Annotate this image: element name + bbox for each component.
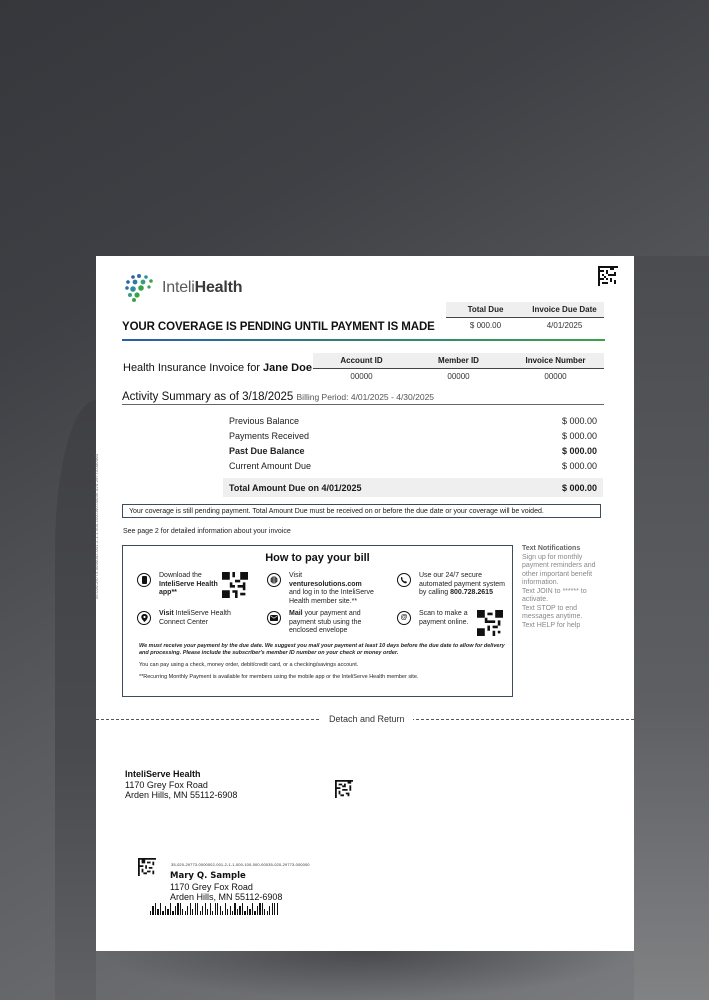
pay-option-app	[137, 572, 248, 598]
summary-row-payments-received	[223, 428, 603, 443]
pay-option-mail-text	[289, 610, 367, 636]
activity-summary-heading	[122, 391, 604, 405]
pay-text: Use our 24/7 secure automated payment system by calling	[419, 572, 505, 596]
summary-value: $ 000.00	[561, 445, 597, 456]
recipient-address	[170, 870, 282, 903]
recurring-payment-note: **Recurring Monthly Payment is available for members using the mobile app or the InteliServe Health member site.	[139, 674, 419, 680]
pay-text: Visit	[289, 572, 303, 579]
pay-text: and log in to the InteliServe Health member site.**	[289, 589, 374, 605]
invoice-title	[123, 362, 312, 374]
coverage-headline: YOUR COVERAGE IS PENDING UNTIL PAYMENT IS MADE	[122, 321, 435, 333]
datamatrix-code-icon	[598, 266, 618, 286]
summary-value: $ 000.00	[561, 415, 597, 426]
how-to-pay-panel	[122, 545, 513, 697]
invoice-page	[96, 256, 634, 951]
how-to-pay-title: How to pay your bill	[265, 552, 370, 564]
pay-text-bold: Mail	[289, 610, 303, 617]
recipient-name: Mary Q. Sample	[170, 871, 246, 881]
invoice-title-prefix: Health Insurance Invoice	[123, 362, 245, 374]
brand-name	[162, 279, 242, 297]
account-id-header: Account ID	[340, 356, 383, 365]
summary-value: $ 000.00	[561, 430, 597, 441]
postal-barcode	[150, 903, 278, 915]
pay-text: your payment and payment stub using the enclosed envelope	[289, 610, 362, 634]
due-summary-table	[446, 302, 604, 332]
pay-text: InteliServe Health Connect Center	[159, 610, 231, 626]
website-link[interactable]: venturesolutions.com	[289, 580, 362, 588]
account-id-value: 00000	[350, 372, 373, 381]
brand-divider	[122, 339, 605, 341]
pay-text-line: app**	[159, 589, 177, 596]
payment-phone-number[interactable]: 800.728.2615	[450, 589, 493, 596]
text-notifications-line: Text STOP to end messages anytime.	[522, 604, 583, 620]
total-due-value: $ 000.00	[469, 320, 502, 330]
remit-to-city: Arden Hills, MN 55112-6908	[125, 790, 238, 800]
see-page-2-note: See page 2 for detailed information about your invoice	[123, 528, 291, 535]
mobile-phone-icon	[137, 573, 151, 587]
pay-option-phone-text	[419, 572, 509, 598]
member-name: Jane Doe	[263, 362, 312, 374]
activity-title: Activity Summary as of 3/18/2025	[122, 391, 294, 403]
brand-name-light: Inteli	[162, 279, 195, 296]
background-panel-right	[634, 256, 709, 1000]
total-amount-value: $ 000.00	[561, 482, 597, 493]
online-payment-qr-code-icon[interactable]	[477, 610, 503, 636]
recipient-street: 1170 Grey Fox Road	[170, 881, 253, 892]
pay-option-app-text	[159, 572, 218, 598]
molecule-logo-icon	[124, 273, 158, 303]
pay-option-mail	[267, 610, 367, 636]
summary-total-row	[223, 478, 603, 497]
text-notifications-line: Sign up for monthly payment reminders and other important benefit information.	[522, 553, 596, 586]
summary-label: Current Amount Due	[229, 460, 312, 471]
brand-name-bold: Health	[194, 279, 243, 296]
invoice-title-for: for	[244, 362, 264, 374]
member-id-value: 00000	[447, 372, 470, 381]
remit-to-address	[125, 769, 237, 801]
phone-icon	[397, 573, 411, 587]
pay-option-website	[267, 572, 375, 606]
globe-icon	[267, 573, 281, 587]
location-pin-icon	[137, 611, 151, 625]
pay-option-connect-center	[137, 610, 247, 627]
detach-and-return-label: Detach and Return	[321, 714, 413, 724]
payment-methods-note: You can pay using a check, money order, debit/credit card, or a checking/savings account.	[139, 662, 359, 668]
coverage-notice-box: Your coverage is still pending payment. Total Amount Due must be received on or before the due date or your coverage will be voided.	[122, 504, 601, 518]
pay-text-bold: Visit	[159, 610, 174, 617]
app-qr-code-icon[interactable]	[222, 572, 248, 598]
datamatrix-code-icon	[335, 780, 353, 798]
summary-label: Past Due Balance	[229, 445, 305, 456]
text-notifications-line: Text JOIN to ****** to activate.	[522, 587, 587, 603]
summary-value: $ 000.00	[561, 460, 597, 471]
pay-option-connect-center-text	[159, 610, 247, 627]
pay-option-phone	[397, 572, 509, 598]
summary-label: Previous Balance	[229, 415, 300, 426]
background-panel-left	[55, 400, 96, 1000]
text-notifications-panel	[522, 545, 602, 630]
due-date-note: We must receive your payment by the due date. We suggest you mail your payment at least 10 days before the due date to allow for delivery and processing. Please include the subscriber's member ID number on your check or money order.	[139, 643, 505, 656]
pay-option-website-text	[289, 572, 375, 606]
invoice-number-value: 00000	[544, 372, 567, 381]
summary-row-past-due-balance	[223, 443, 603, 458]
datamatrix-code-icon	[138, 858, 156, 876]
invoice-number-header: Invoice Number	[525, 356, 586, 365]
recipient-city: Arden Hills, MN 55112-6908	[170, 892, 283, 902]
total-amount-label: Total Amount Due on 4/01/2025	[229, 482, 362, 493]
envelope-icon	[267, 611, 281, 625]
invoice-due-date-value: 4/01/2025	[546, 320, 583, 330]
billing-period: Billing Period: 4/01/2025 - 4/30/2025	[296, 392, 435, 402]
invoice-due-date-header: Invoice Due Date	[532, 305, 597, 314]
remit-to-name: InteliServe Health	[125, 769, 201, 779]
brand-logo	[124, 273, 242, 303]
summary-row-previous-balance	[223, 413, 603, 428]
balance-summary	[223, 413, 603, 497]
at-sign-icon: @	[397, 611, 411, 625]
page-shadow	[96, 950, 634, 1000]
pay-option-online-scan	[397, 610, 503, 636]
member-id-header: Member ID	[438, 356, 479, 365]
summary-row-current-amount-due	[223, 458, 603, 473]
summary-label: Payments Received	[229, 430, 310, 441]
app-name: InteliServe Health	[159, 580, 218, 588]
total-due-header: Total Due	[467, 305, 504, 314]
text-notifications-title: Text Notifications	[522, 545, 581, 552]
text-notifications-line: Text HELP for help	[522, 621, 581, 629]
mail-tracking-number: 35-020-29773-0000002-001-2-1-1-000-100-000-00035-020-29773-000000	[171, 862, 310, 867]
payment-notes	[139, 643, 507, 686]
account-ids-table	[313, 353, 604, 384]
pay-text-line: Download the	[159, 572, 202, 579]
remit-to-street: 1170 Grey Fox Road	[125, 779, 208, 790]
pay-text: Scan to make a payment online.	[419, 610, 469, 626]
side-tracking-code: 35-020-29773-0000002-001-2-1-1-000-100-000-00035-020-29773-000000	[94, 454, 99, 600]
